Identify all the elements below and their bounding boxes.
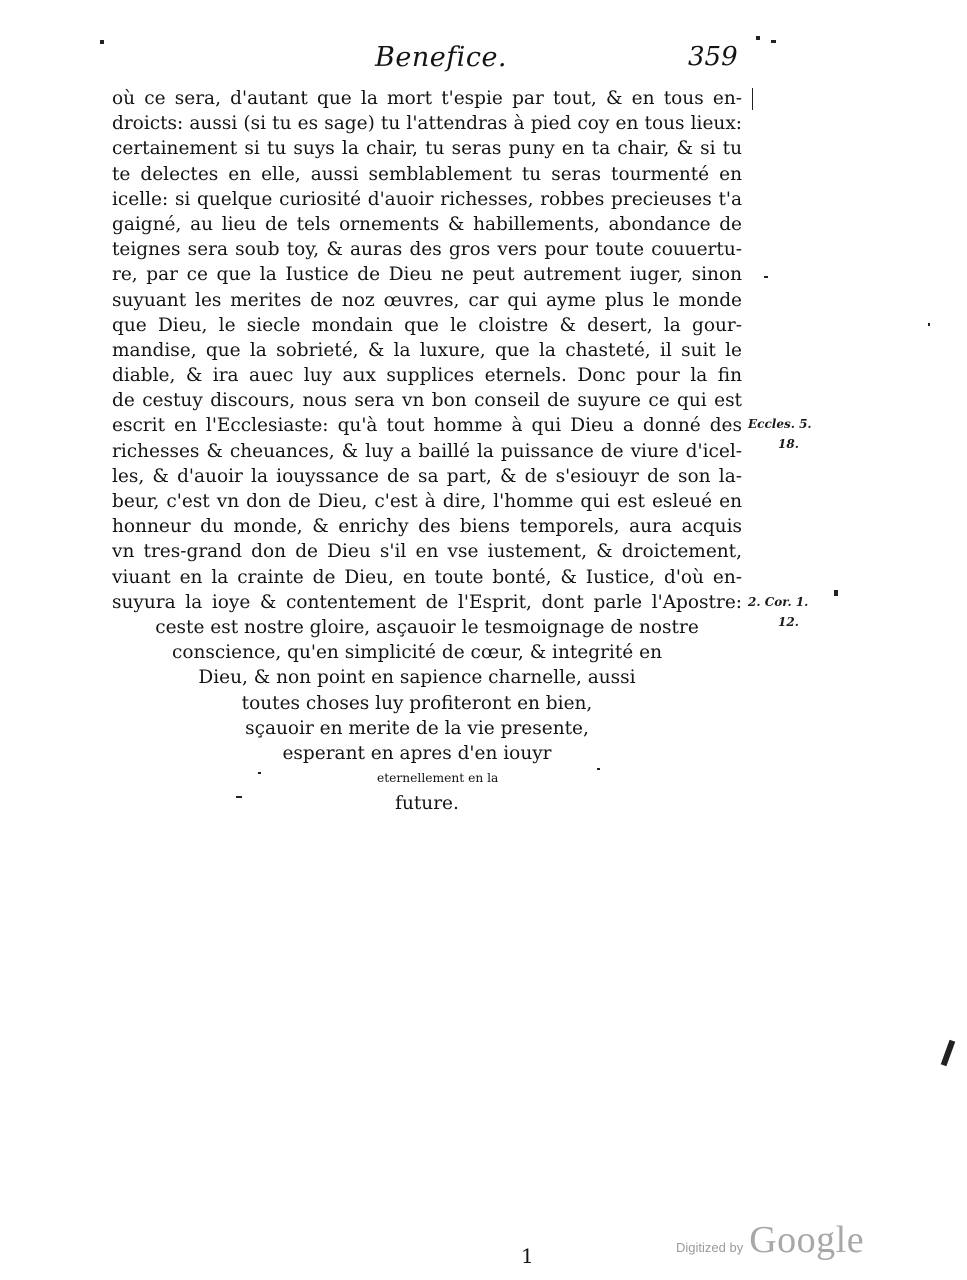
text-line: gaigné, au lieu de tels ornements & habillements, abondance de <box>112 213 742 235</box>
text-line: suyura la ioye & contentement de l'Esprit, dont parle l'Apostre: <box>112 591 742 613</box>
text-line: honneur du monde, & enrichy des biens temporels, aura acquis <box>112 516 742 538</box>
body-text <box>112 86 742 816</box>
scan-speck <box>100 40 104 44</box>
tail-line: Dieu, & non point en sapience charnelle, aussi <box>198 667 636 689</box>
scan-speck <box>597 768 600 770</box>
bottom-mark: 1 <box>521 1244 534 1268</box>
google-logo: Google <box>749 1219 865 1261</box>
tail-line: sçauoir en merite de la vie presente, <box>245 717 589 739</box>
margin-note-line: 12. <box>778 615 799 629</box>
text-line: re, par ce que la Iustice de Dieu ne peut autrement iuger, sinon <box>112 264 742 286</box>
watermark-prefix: Digitized by <box>676 1240 744 1255</box>
margin-note-line: Eccles. 5. <box>748 417 812 431</box>
text-line: icelle: si quelque curiosité d'auoir richesses, robbes precieuses t'a <box>112 188 742 210</box>
tail-line: eternellement en la <box>377 771 499 786</box>
text-line: vn tres-grand don de Dieu s'il en vse iustement, & droictement, <box>112 541 742 563</box>
text-line: droicts: aussi (si tu es sage) tu l'attendras à pied coy en tous lieux: <box>112 113 742 135</box>
text-line: où ce sera, d'autant que la mort t'espie par tout, & en tous en- <box>112 88 742 109</box>
tail-line: esperant en apres d'en iouyr <box>282 742 552 764</box>
scan-speck <box>771 40 776 43</box>
scan-speck <box>764 276 768 278</box>
tapered-closing-paragraph <box>112 615 742 817</box>
tail-line: toutes choses luy profiteront en bien, <box>241 692 593 714</box>
digitized-by-google-watermark <box>676 1218 864 1262</box>
margin-note-corinthians <box>748 592 808 632</box>
text-line: escrit en l'Ecclesiaste: qu'à tout homme à qui Dieu a donné des <box>112 415 742 437</box>
text-line: richesses & cheuances, & luy a baillé la puissance de viure d'icel- <box>112 440 742 462</box>
margin-note-ecclesiastes <box>748 414 812 454</box>
scan-speck <box>752 88 753 110</box>
page-number: 359 <box>688 42 738 72</box>
margin-note-line: 2. Cor. 1. <box>748 595 809 609</box>
scan-speck <box>941 1040 956 1066</box>
text-line: beur, c'est vn don de Dieu, c'est à dire, l'homme qui est esleué en <box>112 491 742 512</box>
margin-note-line: 18. <box>778 437 799 451</box>
text-line: suyuant les merites de noz œuvres, car qui ayme plus le monde <box>112 289 742 311</box>
scan-speck <box>928 323 930 326</box>
running-head: Benefice. <box>375 42 507 73</box>
text-line: viuant en la crainte de Dieu, en toute bonté, & Iustice, d'où en- <box>112 566 742 588</box>
text-line: certainement si tu suys la chair, tu seras puny en ta chair, & si tu <box>112 138 742 160</box>
tail-line: conscience, qu'en simplicité de cœur, & integrité en <box>172 642 662 664</box>
text-line: mandise, que la sobrieté, & la luxure, que la chasteté, il suit le <box>112 339 742 361</box>
text-line: que Dieu, le siecle mondain que le cloistre & desert, la gour- <box>112 314 742 336</box>
text-line: diable, & ira auec luy aux supplices eternels. Donc pour la fin <box>112 365 742 387</box>
text-line: te delectes en elle, aussi semblablement tu seras tourmenté en <box>112 163 742 185</box>
text-line: de cestuy discours, nous sera vn bon conseil de suyure ce qui est <box>112 390 742 412</box>
scan-speck <box>236 796 242 798</box>
scan-speck <box>756 36 760 40</box>
scan-speck <box>258 772 261 774</box>
text-line: les, & d'auoir la iouyssance de sa part, & de s'esiouyr de son la- <box>112 465 742 487</box>
scan-speck <box>834 590 838 596</box>
tail-line: future. <box>395 793 459 815</box>
tail-line: ceste est nostre gloire, asçauoir le tesmoignage de nostre <box>155 616 699 638</box>
text-line: teignes sera soub toy, & auras des gros vers pour toute couuertu- <box>112 239 742 261</box>
